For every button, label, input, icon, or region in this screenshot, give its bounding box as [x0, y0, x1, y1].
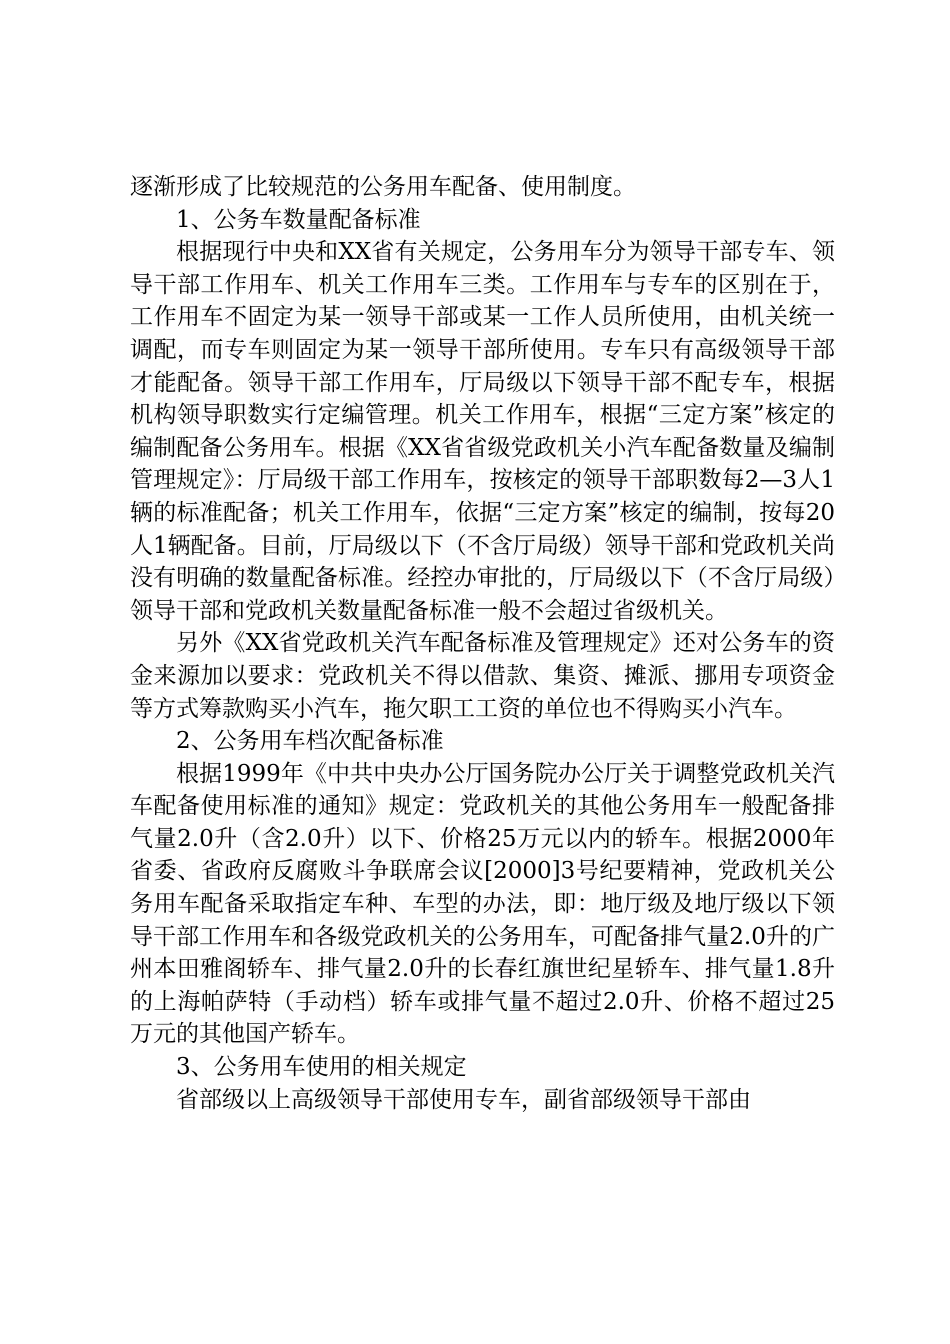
document-body [130, 171, 835, 1116]
section-heading-vehicle-grade: 2、公务用车档次配备标准 [176, 728, 444, 755]
section-heading-vehicle-usage: 3、公务用车使用的相关规定 [176, 1054, 467, 1081]
paragraph-quantity-rules: 根据现行中央和XX省有关规定，公务用车分为领导干部专车、领导干部工作用车、机关工作用车三类。工作用车与专车的区别在于，工作用车不固定为某一领导干部或某一工作人员所使用，由机关统一调配，而专车则固定为某一领导干部所使用。专车只有高级领导干部才能配备。领导干部工作用车，厅局级以下领导干部不配专车，根据机构领导职数实行定编管理。机关工作用车，根据“三定方案”核定的编制配备公务用车。根据《XX省省级党政机关小汽车配备数量及编制管理规定》：厅局级干部工作用车，按核定的领导干部职数每2—3人1辆的标准配备；机关工作用车，依据“三定方案”核定的编制，按每20人1辆配备。目前，厅局级以下（不含厅局级）领导干部和党政机关尚没有明确的数量配备标准。经控办审批的，厅局级以下（不含厅局级）领导干部和党政机关数量配备标准一般不会超过省级机关。 [130, 239, 835, 624]
section-heading-vehicle-quantity: 1、公务车数量配备标准 [176, 206, 421, 233]
paragraph-funding-rules: 另外《XX省党政机关汽车配备标准及管理规定》还对公务车的资金来源加以要求：党政机关不得以借款、集资、摊派、挪用专项资金等方式筹款购买小汽车，拖欠职工工资的单位也不得购买小汽车。 [130, 630, 835, 722]
paragraph-grade-rules: 根据1999年《中共中央办公厅国务院办公厅关于调整党政机关汽车配备使用标准的通知》规定：党政机关的其他公务用车一般配备排气量2.0升（含2.0升）以下、价格25万元以内的轿车。根据2000年省委、省政府反腐败斗争联席会议[2000]3号纪要精神，党政机关公务用车配备采取指定车种、车型的办法，即：地厅级及地厅级以下领导干部工作用车和各级党政机关的公务用车，可配备排气量2.0升的广州本田雅阁轿车、排气量2.0升的长春红旗世纪星轿车、排气量1.8升的上海帕萨特（手动档）轿车或排气量不超过2.0升、价格不超过25万元的其他国产轿车。 [130, 760, 835, 1048]
paragraph-intro-continuation: 逐渐形成了比较规范的公务用车配备、使用制度。 [130, 174, 636, 200]
paragraph-usage-rules: 省部级以上高级领导干部使用专车，副省部级领导干部由 [176, 1086, 751, 1113]
